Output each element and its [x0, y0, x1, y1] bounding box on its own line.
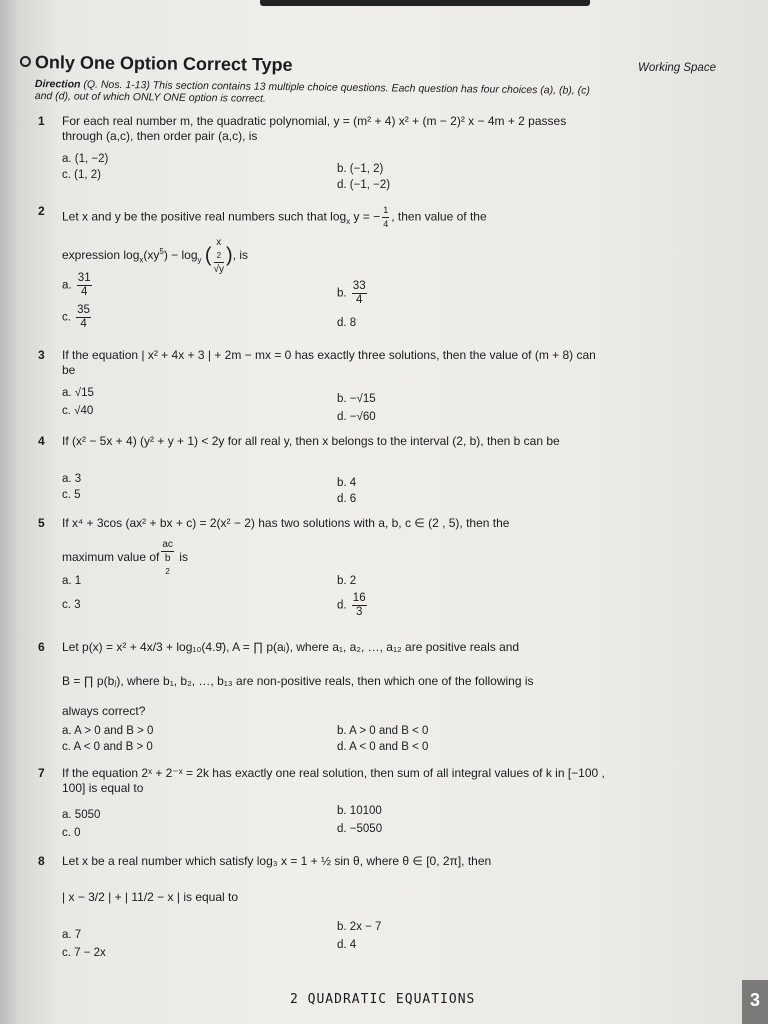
- option-d-text: 4: [349, 939, 357, 951]
- question-number: 5: [38, 516, 45, 530]
- option-a[interactable]: a. 3: [62, 473, 82, 485]
- option-b-text: (−1, 2): [349, 163, 384, 175]
- option-c[interactable]: c. $\frac{35}{4}$: [62, 304, 90, 330]
- option-c-text: 5: [74, 489, 81, 501]
- option-a[interactable]: a. 7: [62, 929, 82, 941]
- q2-expression-end: , is: [232, 248, 249, 263]
- option-d[interactable]: d. 8: [337, 317, 357, 329]
- option-d[interactable]: d. (−1, −2): [337, 179, 391, 191]
- footer-chapter: 2 QUADRATIC EQUATIONS: [290, 992, 476, 1007]
- q2-text-part: y = −: [350, 209, 381, 224]
- option-b-text: −√15: [349, 393, 376, 405]
- question-text-line2: maximum value of ac b 2 is: [62, 539, 188, 576]
- direction-label: Direction: [34, 78, 81, 91]
- option-a-text: 1: [74, 575, 82, 587]
- question-text: If the equation 2ˣ + 2⁻ˣ = 2k has exactly one real solution, then sum of all integral values of k in [−100 , 100] is equal to: [62, 766, 605, 795]
- question-text-line3: always correct?: [62, 704, 146, 718]
- option-a[interactable]: a. $\frac{31}{4}$: [62, 272, 91, 298]
- option-c[interactable]: c. 3: [62, 599, 81, 611]
- option-c[interactable]: c. 5: [62, 489, 81, 501]
- question-number: 6: [38, 640, 45, 654]
- question-text: If x⁴ + 3cos (ax² + bx + c) = 2(x² − 2) has two solutions with a, b, c ∈ (2 , 5), then the: [62, 516, 510, 530]
- option-b[interactable]: b. 10100: [337, 805, 382, 817]
- option-c[interactable]: c. 0: [62, 827, 81, 839]
- option-b-text: 10100: [349, 805, 382, 817]
- q5-line2-end: is: [179, 550, 188, 565]
- section-title-text: Only One Option Correct Type: [34, 52, 293, 75]
- section-title: [20, 52, 293, 76]
- question-text: If (x² − 5x + 4) (y² + y + 1) < 2y for all real y, then x belongs to the interval (2, b), then b can be: [62, 434, 560, 448]
- option-b[interactable]: b. 2x − 7: [337, 921, 382, 933]
- question-text-line2: B = ∏ p(bⱼ), where b₁, b₂, …, b₁₃ are non-positive reals, then which one of the following is: [62, 674, 534, 688]
- question-text: If the equation | x² + 4x + 3 | + 2m − mx = 0 has exactly three solutions, then the value of (m + 8) can be: [62, 348, 596, 377]
- option-b[interactable]: b. A > 0 and B < 0: [337, 725, 429, 737]
- option-c-text: (1, 2): [74, 169, 101, 181]
- option-d-text: 8: [349, 317, 357, 329]
- option-d-text: (−1, −2): [349, 179, 391, 191]
- option-b[interactable]: b. (−1, 2): [337, 163, 384, 175]
- option-d-text: −√60: [349, 411, 376, 423]
- question-text: Let x and y be the positive real numbers such that $\log_x y$ = − $\frac{1}{4}$ , then value of the: [62, 205, 487, 229]
- option-b-text: A > 0 and B < 0: [349, 725, 429, 737]
- direction-text: This section contains 13 multiple choice questions. Each question has four choices (a), (b), (c) and (d), out of which ONLY ONE option is correct.: [34, 79, 590, 105]
- q2-text-part: , then value of the: [391, 209, 487, 224]
- question-number: 1: [38, 114, 45, 128]
- option-d-text: A < 0 and B < 0: [349, 741, 429, 753]
- option-a-text: √15: [74, 387, 94, 399]
- question-text-line2: expression $\log_x(xy^5) - \log_y$ ( x 2 √y ), is: [62, 237, 249, 275]
- page-number: 3: [742, 980, 768, 1024]
- option-b[interactable]: b. 4: [337, 477, 357, 489]
- option-a[interactable]: a. 5050: [62, 809, 101, 821]
- option-d[interactable]: d. −5050: [337, 823, 383, 835]
- option-a[interactable]: a. 1: [62, 575, 82, 587]
- option-a[interactable]: a. (1, −2): [62, 153, 109, 165]
- option-a-text: A > 0 and B > 0: [74, 725, 154, 737]
- option-d[interactable]: d. −√60: [337, 411, 376, 423]
- option-a[interactable]: a. A > 0 and B > 0: [62, 725, 154, 737]
- option-c[interactable]: c. 7 − 2x: [62, 947, 106, 959]
- option-c-text: 3: [74, 599, 81, 611]
- q2-text-part: Let x and y be the positive real numbers such that log: [62, 209, 347, 224]
- option-b-text: 4: [349, 477, 357, 489]
- option-c-text: √40: [74, 405, 94, 417]
- header-bar-decoration: [260, 0, 590, 6]
- option-c-text: 0: [74, 827, 81, 839]
- question-text: For each real number m, the quadratic polynomial, y = (m² + 4) x² + (m − 2)² x − 4m + 2 passes through (a,c), then order pair (a,c), is: [62, 114, 567, 143]
- option-c-text: A < 0 and B > 0: [73, 741, 153, 753]
- question-text: Let p(x) = x² + 4x/3 + log₁₀(4.9̄), A = ∏ p(aᵢ), where a₁, a₂, …, a₁₂ are positive reals and: [62, 640, 520, 654]
- option-b[interactable]: b. $\frac{33}{4}$: [337, 280, 366, 306]
- option-c-text: 7 − 2x: [74, 947, 106, 959]
- direction-qnos: (Q. Nos. 1-13): [83, 78, 150, 92]
- question-text-line2: | x − 3/2 | + | 11/2 − x | is equal to: [62, 890, 239, 904]
- question-number: 3: [38, 348, 45, 362]
- question-number: 4: [38, 434, 45, 448]
- option-d-text: 6: [349, 493, 357, 505]
- option-a-text: (1, −2): [74, 153, 109, 165]
- option-b[interactable]: b. 2: [337, 575, 357, 587]
- option-c[interactable]: c. A < 0 and B > 0: [62, 741, 153, 753]
- option-d[interactable]: d. 6: [337, 493, 357, 505]
- option-d[interactable]: d. A < 0 and B < 0: [337, 741, 429, 753]
- question-number: 8: [38, 854, 45, 868]
- option-c[interactable]: c. √40: [62, 405, 94, 417]
- bullet-icon: [20, 56, 31, 67]
- q2-expression: expression log: [62, 248, 140, 263]
- directions: [35, 78, 595, 109]
- option-a-text: 3: [74, 473, 82, 485]
- question-text: Let x be a real number which satisfy log₃ x = 1 + ½ sin θ, where θ ∈ [0, 2π], then: [62, 854, 492, 868]
- question-number: 2: [38, 204, 45, 218]
- option-b-text: 2x − 7: [349, 921, 382, 933]
- option-d-text: −5050: [349, 823, 383, 835]
- working-space-label: Working Space: [638, 62, 716, 74]
- option-d[interactable]: d. $\frac{16}{3}$: [337, 592, 366, 618]
- option-d[interactable]: d. 4: [337, 939, 357, 951]
- option-b[interactable]: b. −√15: [337, 393, 376, 405]
- option-a-text: 7: [74, 929, 82, 941]
- option-a-text: 5050: [74, 809, 101, 821]
- option-c[interactable]: c. (1, 2): [62, 169, 101, 181]
- option-a[interactable]: a. √15: [62, 387, 94, 399]
- q5-line2: maximum value of: [62, 550, 160, 565]
- option-b-text: 2: [349, 575, 357, 587]
- question-number: 7: [38, 766, 45, 780]
